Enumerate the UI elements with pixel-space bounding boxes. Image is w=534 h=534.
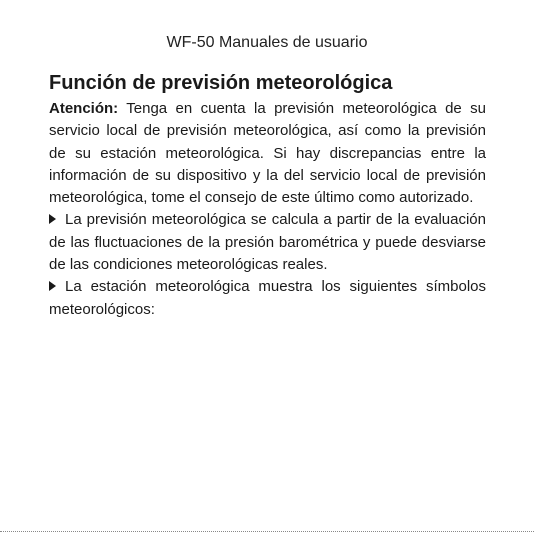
section-title: Función de previsión meteorológica: [49, 72, 393, 94]
bullet-text: La previsión meteorológica se calcula a partir de la evaluación de las fluctuaciones de la presión barométrica y puede desviarse de las condiciones meteorológicas reales.: [49, 211, 486, 274]
attention-note: [49, 98, 486, 209]
bullet-item-weather-symbols: [49, 276, 486, 321]
triangle-right-icon: [49, 281, 56, 291]
bullet-item-forecast-calculation: [49, 209, 486, 276]
bottom-divider: [0, 531, 534, 532]
page-header: WF-50 Manuales de usuario: [166, 34, 368, 51]
document-content: [49, 70, 486, 321]
triangle-right-icon: [49, 214, 56, 224]
bullet-text: La estación meteorológica muestra los siguientes símbolos meteorológicos:: [49, 278, 486, 318]
attention-text: Tenga en cuenta la previsión meteorológica de su servicio local de previsión meteorológica, así como la previsión de su estación meteorológica. Si hay discrepancias entre la información de su dispositivo y la del servicio local de previsión meteorológica, tome el consejo de este último como autorizado.: [49, 100, 486, 207]
attention-label: Atención:: [49, 100, 119, 117]
